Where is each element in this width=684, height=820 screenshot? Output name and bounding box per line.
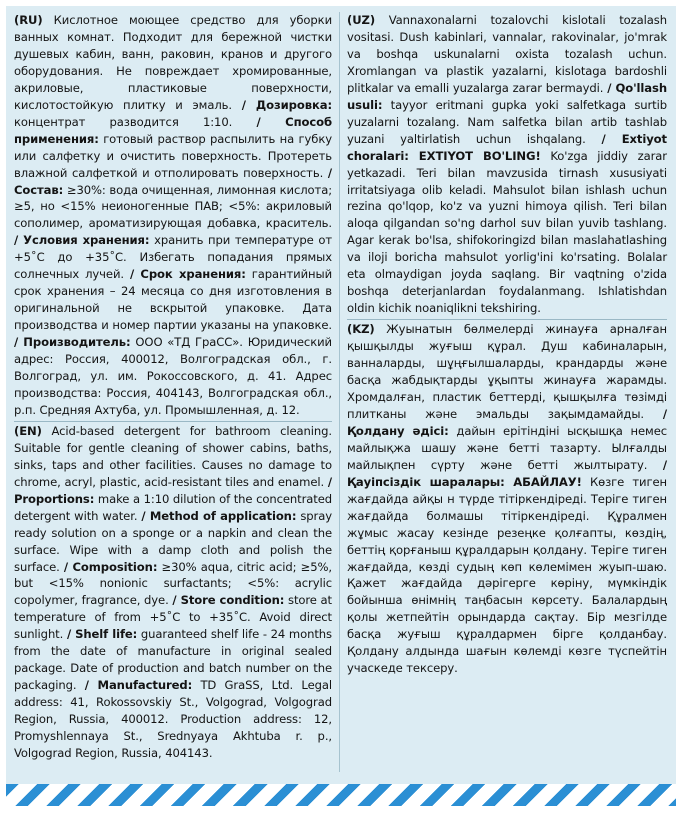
en-shelf-text: guaranteed shelf life - 24 months from the date of manufacture in original sealed package. Date of production and batch number on the packaging. <box>14 627 332 693</box>
section-uz <box>347 12 667 317</box>
section-en <box>14 423 332 762</box>
ru-dosage-label: / Дозировка: <box>241 97 332 112</box>
divider <box>14 421 332 422</box>
lang-tag-en: (EN) <box>14 423 42 438</box>
lang-tag-ru: (RU) <box>14 13 43 27</box>
kz-intro: Жуынатын бөлмелерді жинауға арналған қышқылды жуғыш құрал. Душ кабиналарын, ванналарды, шұңғылшаларды, крандарды және басқа жабдықтарды ұқыпты жинауға жарамды. Хромдалған, пластик беттерді, қышқылға төзімді плитканы және эмальды зақымдамайды. <box>347 322 667 421</box>
en-proportions-text: make a 1:10 dilution of the concentrated detergent with water. <box>14 491 332 523</box>
left-column <box>14 12 332 762</box>
ru-maker-label: / Производитель: <box>14 335 131 350</box>
divider <box>347 319 667 320</box>
ru-intro: Кислотное моющее средство для уборки ванных комнат. Подходит для бережной чистки душевых кабин, ванн, раковин, кранов и другого оборудования. Не повреждает хромированные, акриловые, пластиковые поверхности, кислотостойкую плитку и эмаль. <box>14 13 333 112</box>
en-composition-text: ≥30% aqua, citric acid; ≥5%, but <15% nonionic surfactants; <5%: acrylic copolymer, fragrance, dye. <box>14 559 332 608</box>
right-column <box>347 12 667 677</box>
kz-warning-label: / Қауіпсіздік шаралары: АБАЙЛАУ! <box>347 457 667 489</box>
ru-shelf-text: гарантийный срок хранения – 24 месяца со дня изготовления в оригинальной не вскрытой упаковке. Дата производства и номер партии указаны на упаковке. <box>14 267 332 333</box>
uz-warning-text: Ko'zga jiddiy zarar yetkazadi. Teri bilan mavzusida tirnash xususiyati irritatsiyaga olib keladi. Mahsulot bilan ishlash uchun rezina qo'lqop, ko'z va yuzni himoya qilish. Teri bilan aloqa qilgandan so'ng darhol suv bilan yuvib tashlang. Agar kerak bo'lsa, shifokoringizd bilan maslahatlashing va iloji boricha mahsulot yorlig'ini ko'rsating. Bolalar eta olmaydigan joyda saqlang. Bir vaqtning o'zida boshqa deterjanlardan foydalanmang. Ishlatishdan oldin kichik noaniqlikni tekshiring. <box>347 148 667 316</box>
lang-tag-uz: (UZ) <box>347 13 376 27</box>
en-method-label: / Method of application: <box>141 508 297 523</box>
uz-intro: Vannaxonalarni tozalovchi kislotali tozalash vositasi. Dush kabinlari, vannalar, rakovinalar, jo'mrak va boshqa uskunalarni oxista tozalash uchun. Xromlangan va plastik yazalarni, kislotaga bardoshli plitkalar va emalli yuzalarga zarar bermaydi. <box>347 13 667 95</box>
section-kz <box>347 321 667 677</box>
ru-method-text: готовый раствор распылить на губку или салфетку и очистить поверхность. Протереть влажной салфеткой и отполировать поверхность. <box>14 131 333 180</box>
product-label <box>6 6 676 806</box>
ru-storage-label: / Условия хранения: <box>14 233 150 248</box>
lang-tag-kz: (KZ) <box>347 322 375 337</box>
ru-maker-text: ООО «ТД ГраСС». Юридический адрес: Россия, 400012, Волгоградская обл., г. Волгоград, ул. им. Рокоссовского, д. 41. Адрес производства: Россия, 404143, Волгоградская обл., р.п. Средняя Ахтуба, ул. Промышленная, д. 12. <box>14 335 332 417</box>
ru-method-label: / Способ применения: <box>14 114 332 146</box>
ru-storage-text: хранить при температуре от +5˚С до +35˚С. Избегать попадания прямых солнечных лучей. <box>14 233 332 282</box>
kz-warning-text: Көзге тиген жағдайда айқы н түрде тітіркендіреді. Теріге тиген жағдайда болмашы тітіркендіреді. Құралмен жұмыс жасау кезінде резеңке қолғапты, көздің, беттің қорғаныш құралдарын қолдану. Теріге тиген жағдайда, көзді судың көп көлемімен жуып-шаю. Қажет жағдайда дәрігерге көріну, мүмкіндік бойынша өнімнің таңбасын көрсету. Балалардың қолы жетпейтін орындарда сақтау. Бір мезгілде басқа жуғыш құралдармен бірге қолданбау. Қолдану алдында шағын көлемді көзге түспейтін учаскеде тексеру. <box>347 474 667 676</box>
kz-usage-label: / Қолдану әдісі: <box>347 406 667 438</box>
en-store-text: store at temperature of from +5˚С to +35˚С. Avoid direct sunlight. <box>14 593 332 642</box>
en-maker-text: TD GraSS, Ltd. Legal address: 41, Rokossovskiy St., Volgograd, Volgograd Region, Russia, 400012. Production address: 12, Promyshlennaya St., Srednyaya Akhtuba r. p., Volgograd Region, Russia, 404143. <box>14 678 332 760</box>
ru-composition-label: / Состав: <box>14 165 332 197</box>
section-ru <box>14 12 332 419</box>
striped-bottom-border <box>6 784 676 806</box>
en-intro: Acid-based detergent for bathroom cleaning. Suitable for gentle cleaning of shower cabins, baths, sinks, taps and other facilities. Causes no damage to chrome, acryl, plastic, acid-resistant tiles and enamel. <box>14 423 332 489</box>
en-shelf-label: / Shelf life: <box>66 627 138 642</box>
uz-usage-label: / Qo'llash usuli: <box>347 80 667 112</box>
column-separator <box>339 12 340 772</box>
ru-composition-text: ≥30%: вода очищенная, лимонная кислота; ≥5, но <15% неионогенные ПАВ; <5%: акриловый сополимер, ароматизирующая добавка, краситель. <box>14 182 333 231</box>
uz-warning-label: / Extiyot choralari: EXTIYOT BO'LING! <box>347 131 667 163</box>
en-maker-label: / Manufactured: <box>84 678 193 693</box>
en-store-label: / Store condition: <box>172 593 285 608</box>
ru-dosage-text: концентрат разводится 1:10. <box>14 114 233 129</box>
en-composition-label: / Composition: <box>63 559 158 574</box>
en-method-text: spray ready solution on a sponge or a napkin and clean the surface. Wipe with a damp cloth and polish the surface. <box>14 508 332 574</box>
kz-usage-text: дайын ерітіндіні ысқышқа немес майлықжа шашу және бетті тазарту. Ылғалды майлықпен сүрту және бетті жылтырату. <box>347 423 668 472</box>
uz-usage-text: tayyor eritmani gupka yoki salfetkaga surtib yuzalarni tozalang. Nam salfetka bilan artib tashlab yuzani yaltirlatish uchun ishqalang. <box>347 97 667 146</box>
en-proportions-label: / Proportions: <box>14 474 332 506</box>
ru-shelf-label: / Срок хранения: <box>129 267 246 282</box>
